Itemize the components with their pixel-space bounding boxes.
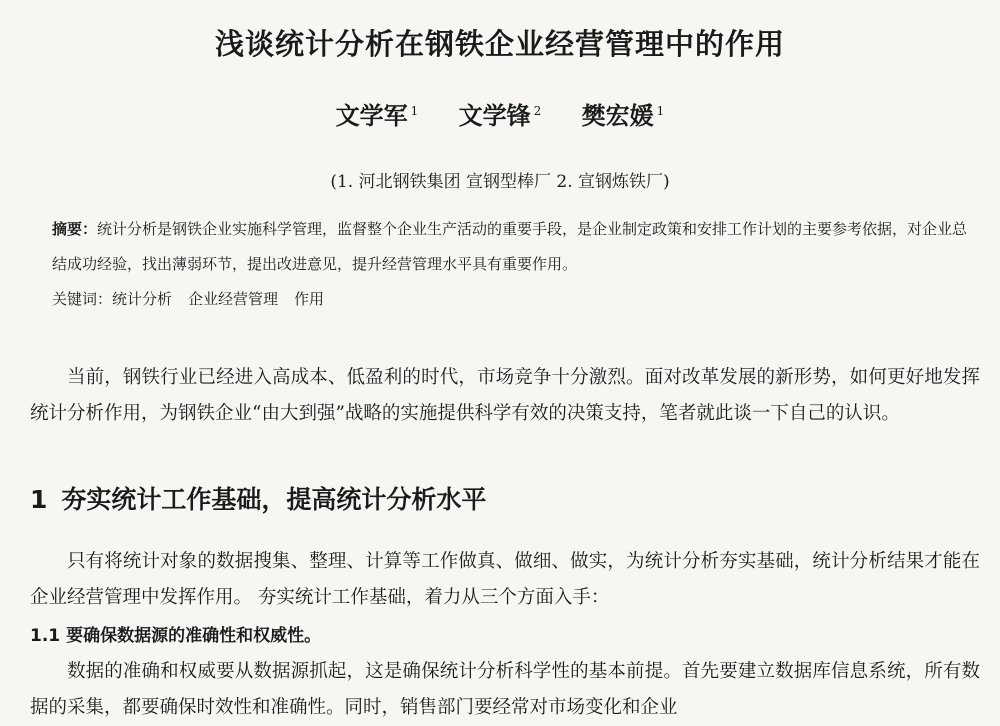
section-heading: [30, 480, 980, 516]
subsection-heading: [30, 621, 980, 646]
subsection-paragraph: 数据的准确和权威要从数据源抓起，这是确保统计分析科学性的基本前提。首先要建立数据库信息系统，所有数据的采集，都要确保时效性和准确性。同时，销售部门要经常对市场变化和企业: [30, 661, 980, 718]
author-name: 樊宏媛: [581, 101, 654, 130]
section-title: 夯实统计工作基础，提高统计分析水平: [61, 485, 487, 514]
author: [582, 101, 665, 130]
author-name: 文学军: [335, 101, 408, 130]
keyword: 作用: [294, 290, 325, 308]
author: [459, 101, 542, 130]
intro-paragraph: 当前，钢铁行业已经进入高成本、低盈利的时代，市场竞争十分激烈。面对改革发展的新形势，如何更好地发挥统计分析作用，为钢铁企业“由大到强”战略的实施提供科学有效的决策支持，笔者就此谈一下自己的认识。: [30, 367, 980, 424]
keyword: 统计分析: [112, 290, 173, 308]
keywords: [52, 288, 982, 309]
author-name: 文学锋: [458, 101, 531, 130]
author-list: [0, 96, 1000, 131]
paper-title: 浅谈统计分析在钢铁企业经营管理中的作用: [214, 27, 785, 61]
subsection-title: 要确保数据源的准确性和权威性。: [66, 626, 322, 646]
subsection-number: 1.1: [30, 626, 61, 646]
abstract-text: 统计分析是钢铁企业实施科学管理，监督整个企业生产活动的重要手段，是企业制定政策和安排工作计划的主要参考依据，对企业总结成功经验，找出薄弱环节，提出改进意见，提升经营管理水平具有重要作用。: [52, 220, 968, 273]
abstract: [52, 212, 982, 282]
section-number: 1: [30, 485, 48, 514]
affiliation: (1. 河北钢铁集团 宣钢型棒厂 2. 宣钢炼铁厂): [330, 172, 670, 192]
author: [336, 101, 419, 130]
author-affiliation-mark: 1: [656, 104, 665, 118]
author-affiliation-mark: 1: [410, 104, 419, 118]
keywords-label: 关键词：: [52, 290, 113, 308]
section-paragraph: 只有将统计对象的数据搜集、整理、计算等工作做真、做细、做实，为统计分析夯实基础，统计分析结果才能在企业经营管理中发挥作用。 夯实统计工作基础，着力从三个方面入手：: [30, 551, 980, 608]
abstract-label: 摘要：: [52, 220, 98, 238]
author-affiliation-mark: 2: [533, 104, 542, 118]
keyword: 企业经营管理: [188, 290, 279, 308]
